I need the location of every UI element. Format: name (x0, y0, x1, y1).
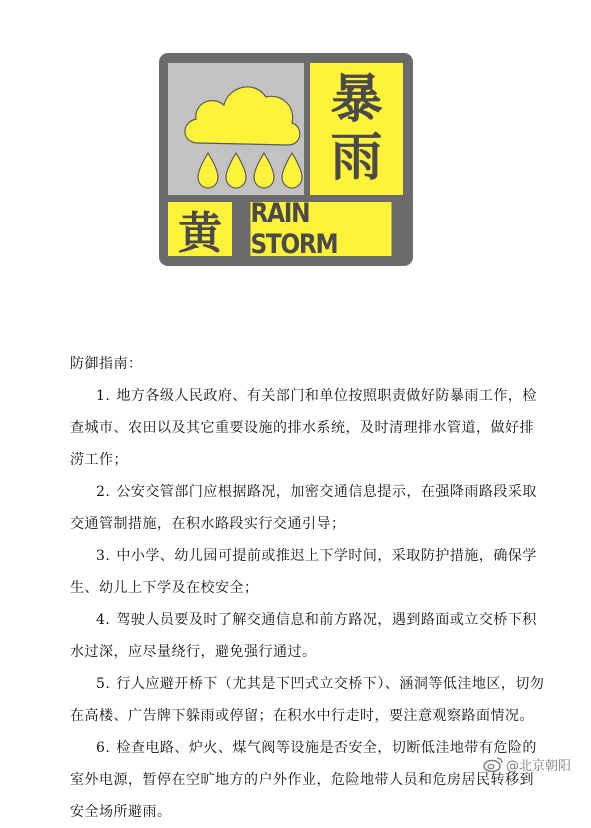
guide-item: 5. 行人应避开桥下（尤其是下凹式立交桥下）、涵洞等低洼地区，切勿在高楼、广告牌下躲雨或停留；在积水中行走时，要注意观察路面情况。 (70, 676, 545, 724)
sign-title (310, 63, 403, 195)
defense-guide (70, 348, 548, 828)
sign-level-label: 黄 (168, 202, 232, 256)
rainstorm-warning-sign (159, 53, 413, 266)
guide-heading: 防御指南： (70, 356, 143, 372)
guide-item: 4. 驾驶人员要及时了解交通信息和前方路况，遇到路面或立交桥下积水过深，应尽量绕行，避免强行通过。 (70, 612, 537, 660)
sign-picture-panel (168, 63, 304, 195)
weibo-logo-icon (483, 756, 503, 772)
guide-item: 6. 检查电路、炉火、煤气阀等设施是否安全，切断低洼地带有危险的室外电源，暂停在空旷地方的户外作业，危险地带人员和危房居民转移到安全场所避雨。 (70, 740, 537, 820)
sign-title-line1: 暴 (330, 70, 383, 130)
sign-title-line2: 雨 (330, 128, 383, 188)
guide-item: 2. 公安交管部门应根据路况，加密交通信息提示，在强降雨路段采取交通管制措施，在积水路段实行交通引导； (70, 484, 537, 532)
cloud-with-rain-drops-icon (168, 63, 304, 195)
guide-item: 3. 中小学、幼儿园可提前或推迟上下学时间，采取防护措施，确保学生、幼儿上下学及在校安全； (70, 548, 537, 596)
sign-english-label: RAIN STORM (250, 202, 391, 256)
watermark-text: @北京朝阳 (505, 758, 571, 774)
watermark (483, 754, 571, 774)
guide-item: 1. 地方各级人民政府、有关部门和单位按照职责做好防暴雨工作，检查城市、农田以及其它重要设施的排水系统，及时清理排水管道，做好排涝工作； (70, 388, 537, 468)
